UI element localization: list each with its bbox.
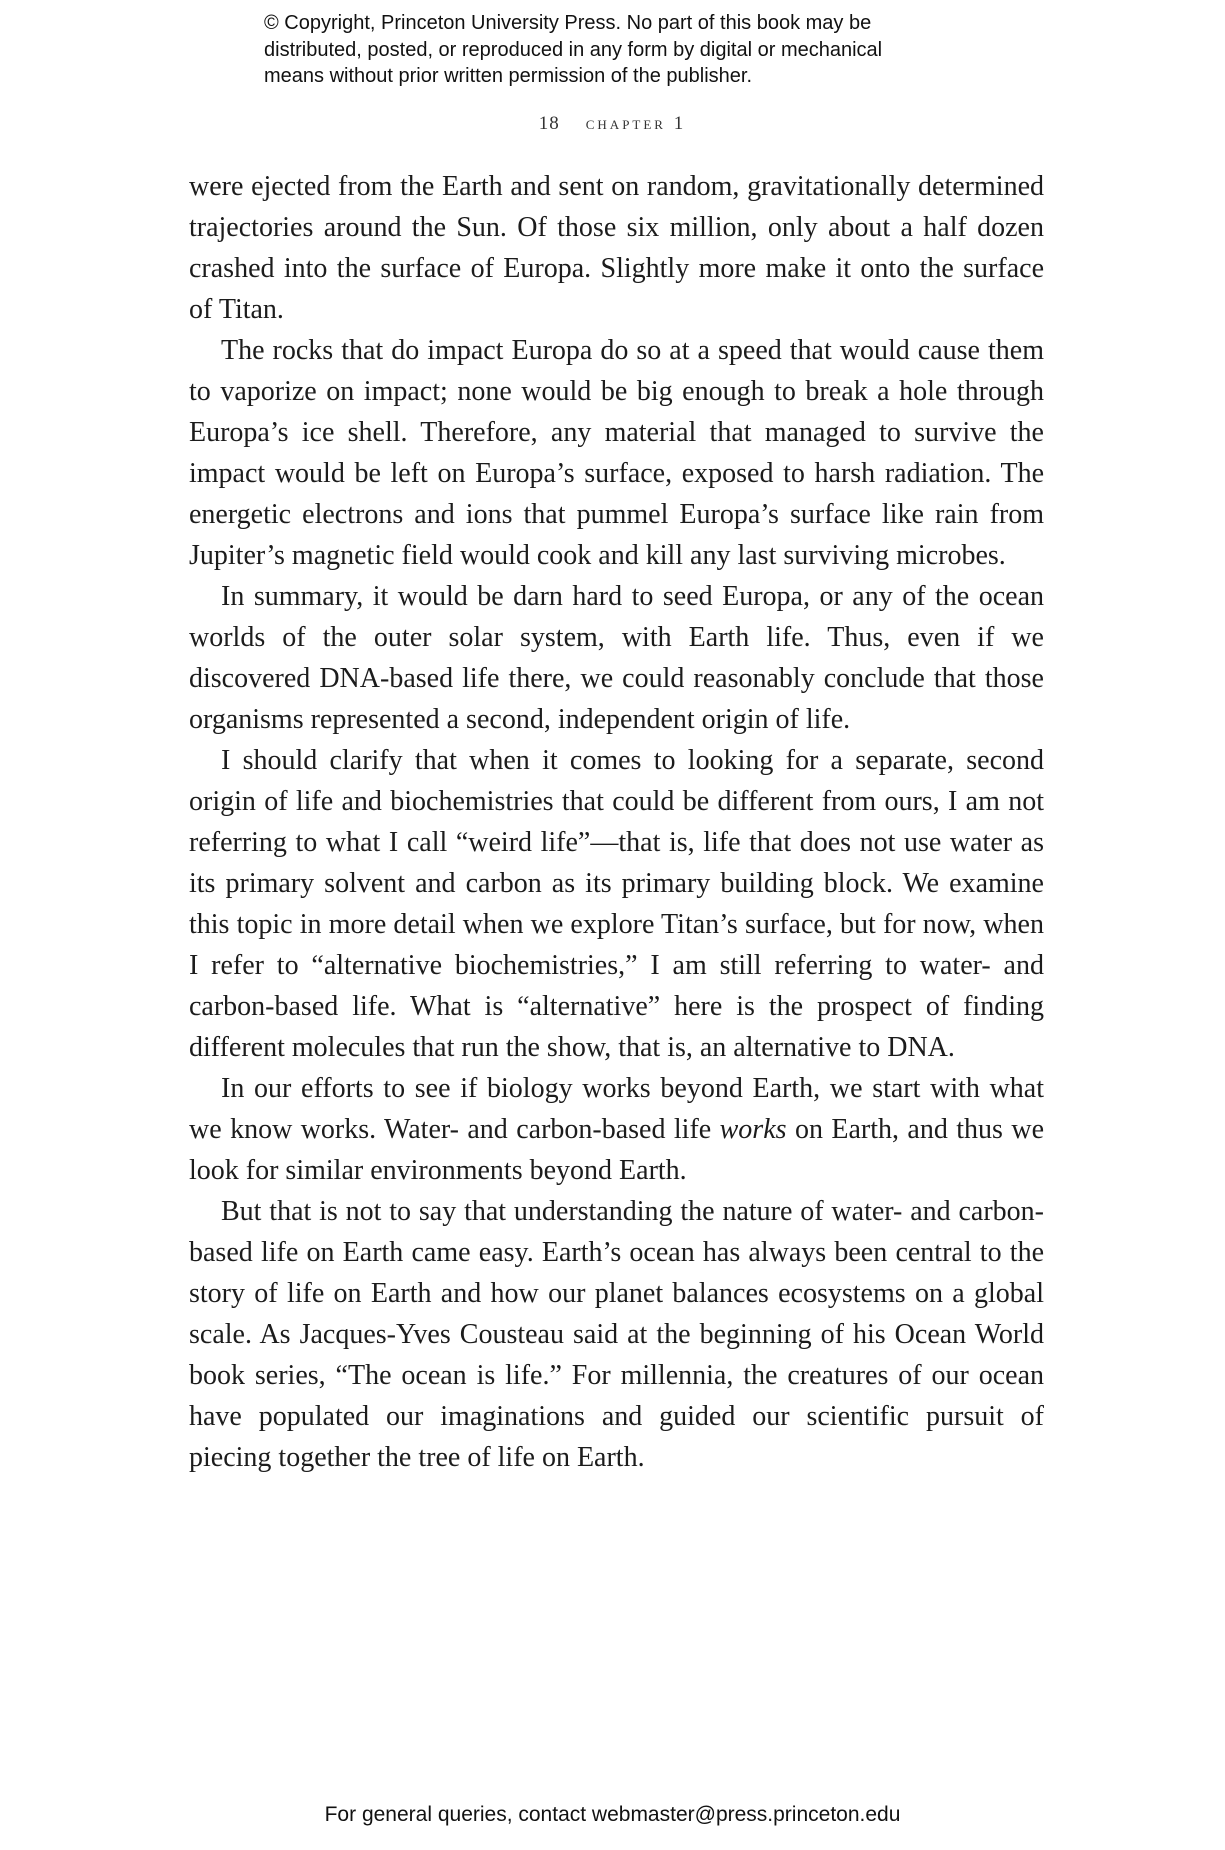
copyright-line: means without prior written permission of the publisher. bbox=[264, 65, 753, 87]
page-number: 18 bbox=[538, 113, 560, 134]
copyright-notice bbox=[264, 10, 1024, 90]
emphasis-text: works bbox=[719, 1114, 787, 1145]
copyright-line: distributed, posted, or reproduced in any form by digital or mechanical bbox=[264, 38, 883, 61]
paragraph: The rocks that do impact Europa do so at a speed that would cause them to vaporize on impact; none would be big enough to break a hole through Europa’s ice shell. Therefore, any material that managed to survive the impact would be left on Europa’s surface, exposed to harsh radiation. The energetic electrons and ions that pummel Europa’s surface like rain from Jupiter’s magnetic field would cook and kill any last surviving microbes. bbox=[189, 335, 1044, 571]
chapter-label: chapter 1 bbox=[585, 113, 687, 134]
paragraph-text: on Earth, and thus we look for similar environments beyond Earth. bbox=[189, 1114, 1044, 1186]
paragraph-text: In our efforts to see if biology works beyond Earth, we start with what we know works. Water- and carbon-based life bbox=[189, 1073, 1044, 1145]
copyright-line: © Copyright, Princeton University Press. No part of this book may be bbox=[264, 12, 872, 34]
body-text bbox=[189, 166, 1044, 1478]
paragraph: I should clarify that when it comes to looking for a separate, second origin of life and biochemistries that could be different from ours, I am not referring to what I call “weird life”—that is, life that does not use water as its primary solvent and carbon as its primary building block. We examine this topic in more detail when we explore Titan’s surface, but for now, when I refer to “alternative biochemistries,” I am still referring to water- and carbon-based life. What is “alternative” here is the prospect of finding different molecules that run the show, that is, an alternative to DNA. bbox=[189, 745, 1044, 1063]
paragraph: were ejected from the Earth and sent on random, gravitationally determined trajectories around the Sun. Of those six million, only about a half dozen crashed into the surface of Europa. Slightly more make it onto the surface of Titan. bbox=[189, 171, 1044, 325]
paragraph: But that is not to say that understanding the nature of water- and carbon-based life on Earth came easy. Earth’s ocean has always been central to the story of life on Earth and how our planet balances ecosystems on a global scale. As Jacques-Yves Cousteau said at the beginning of his Ocean World book series, “The ocean is life.” For millennia, the creatures of our ocean have populated our imaginations and guided our scientific pursuit of piecing together the tree of life on Earth. bbox=[189, 1196, 1044, 1473]
running-head bbox=[0, 113, 1225, 135]
paragraph: In summary, it would be darn hard to seed Europa, or any of the ocean worlds of the outer solar system, with Earth life. Thus, even if we discovered DNA-based life there, we could reasonably conclude that those organisms represented a second, independent origin of life. bbox=[189, 581, 1044, 735]
paragraph bbox=[189, 1068, 1044, 1191]
footer-contact: For general queries, contact webmaster@press.princeton.edu bbox=[324, 1803, 901, 1826]
